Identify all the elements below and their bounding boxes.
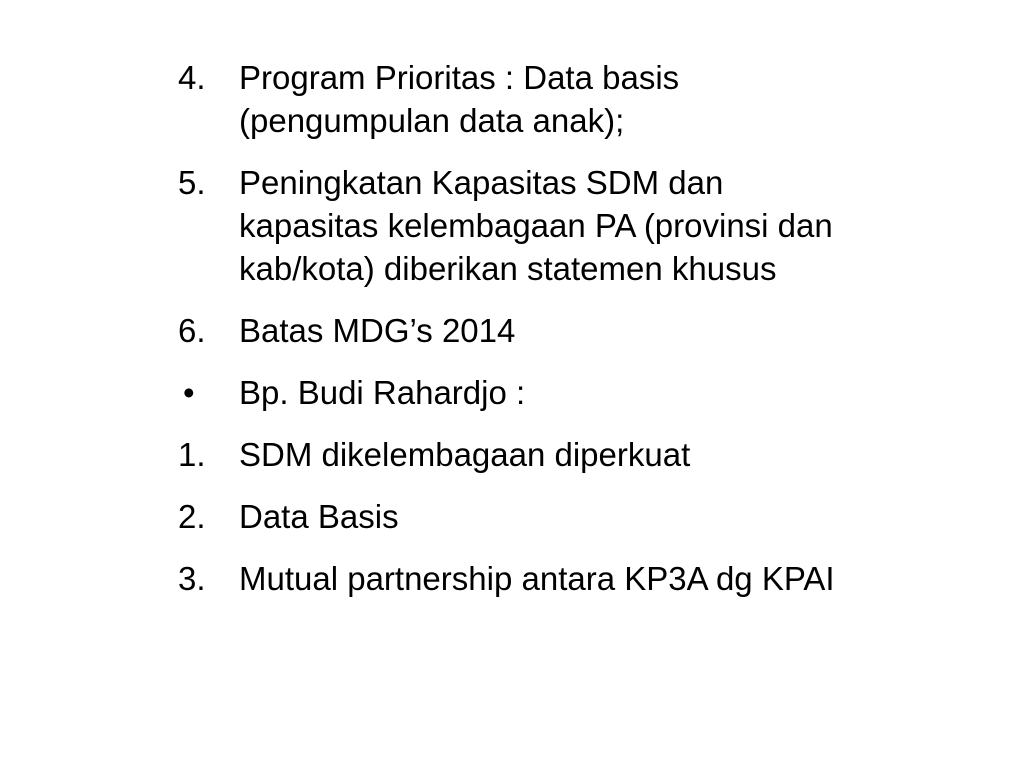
list-item-text: Bp. Budi Rahardjo :	[239, 374, 526, 411]
slide-body	[178, 56, 998, 619]
list-item-batas-mdg	[178, 309, 998, 352]
list-number: 3.	[178, 560, 206, 597]
list-item-mutual-partnership	[178, 557, 998, 600]
list-number: 6.	[178, 312, 206, 349]
list-item-text: Peningkatan Kapasitas SDM dan kapasitas kelembagaan PA (provinsi dan kab/kota) diberikan statemen khusus	[239, 164, 833, 287]
list-item-data-basis	[178, 495, 998, 538]
list-item-text: Data Basis	[239, 498, 399, 535]
list-number: 5.	[178, 164, 206, 201]
list-item-text: Program Prioritas : Data basis (pengumpulan data anak);	[239, 59, 680, 139]
list-item-text: Mutual partnership antara KP3A dg KPAI	[239, 560, 835, 597]
list-number: 1.	[178, 436, 206, 473]
list-item-speaker	[178, 371, 998, 414]
bullet-icon: •	[183, 374, 195, 411]
list-number: 2.	[178, 498, 206, 535]
list-item-peningkatan-kapasitas	[178, 161, 998, 290]
list-item-sdm	[178, 433, 998, 476]
list-item-text: SDM dikelembagaan diperkuat	[239, 436, 691, 473]
list-item-program-prioritas	[178, 56, 998, 142]
list-item-text: Batas MDG’s 2014	[239, 312, 516, 349]
list-number: 4.	[178, 59, 206, 96]
